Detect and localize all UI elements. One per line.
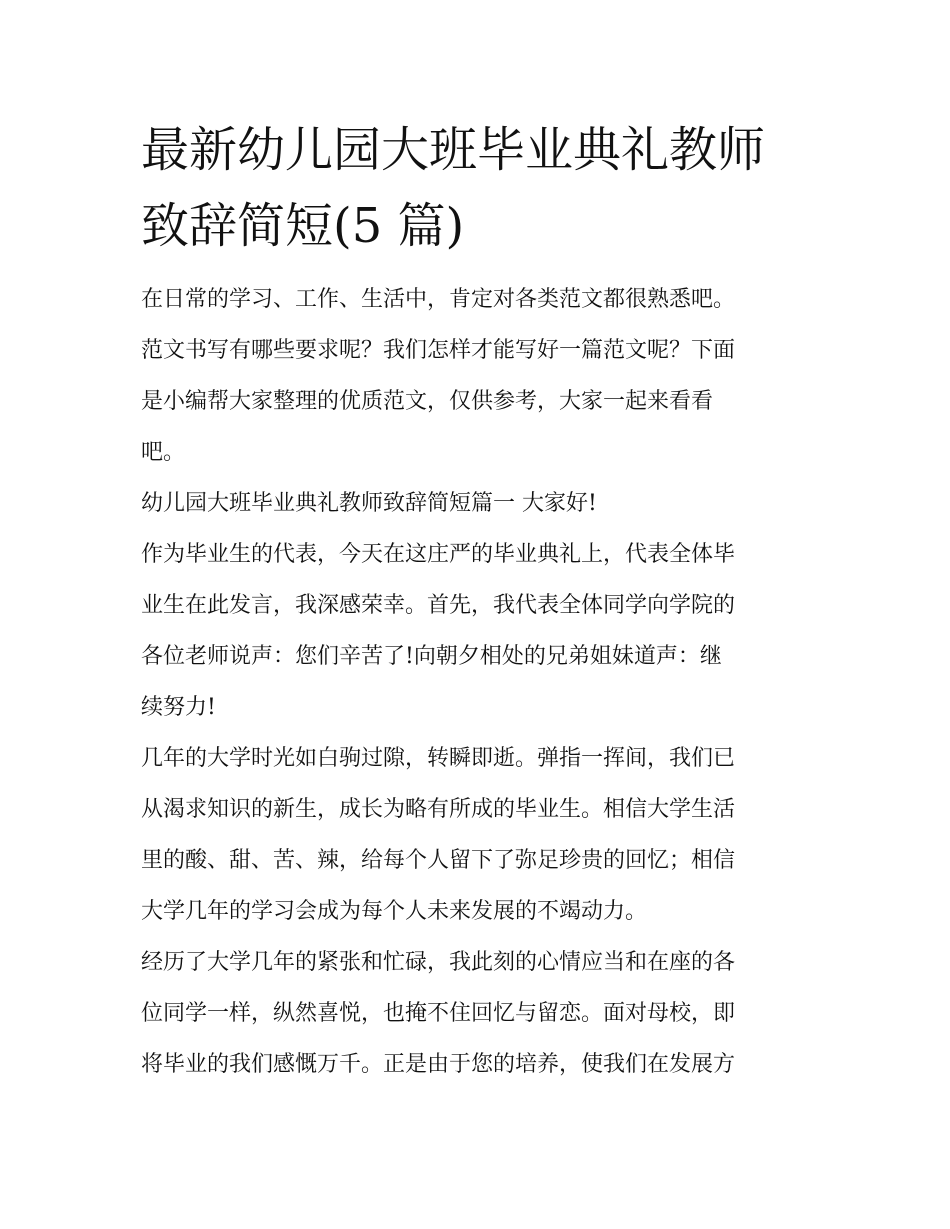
text-line: 里的酸、甜、苦、辣，给每个人留下了弥足珍贵的回忆；相信 <box>141 848 736 873</box>
text-line: 幼儿园大班毕业典礼教师致辞简短篇一 大家好! <box>141 491 597 516</box>
text-line: 是小编帮大家整理的优质范文，仅供参考，大家一起来看看 <box>141 389 714 414</box>
text-line: 从渴求知识的新生，成长为略有所成的毕业生。相信大学生活 <box>141 797 736 822</box>
title-line-2: 致辞简短(5 篇) <box>141 198 465 254</box>
text-line: 续努力! <box>141 695 216 720</box>
title-line-1: 最新幼儿园大班毕业典礼教师 <box>141 122 766 178</box>
text-line: 在日常的学习、工作、生活中，肯定对各类范文都很熟悉吧。 <box>141 287 736 312</box>
body-text <box>141 274 817 1090</box>
text-line: 业生在此发言，我深感荣幸。首先，我代表全体同学向学院的 <box>141 593 736 618</box>
text-line: 位同学一样，纵然喜悦，也掩不住回忆与留恋。面对母校，即 <box>141 1001 736 1026</box>
text-line: 经历了大学几年的紧张和忙碌，我此刻的心情应当和在座的各 <box>141 950 736 975</box>
text-line: 几年的大学时光如白驹过隙，转瞬即逝。弹指一挥间，我们已 <box>141 746 736 771</box>
text-line: 吧。 <box>141 440 186 465</box>
text-line: 将毕业的我们感慨万千。正是由于您的培养，使我们在发展方 <box>141 1052 736 1077</box>
page-title <box>141 112 817 264</box>
text-line: 作为毕业生的代表，今天在这庄严的毕业典礼上，代表全体毕 <box>141 542 736 567</box>
text-line: 大学几年的学习会成为每个人未来发展的不竭动力。 <box>141 899 648 924</box>
document-content <box>141 112 817 1090</box>
text-line: 各位老师说声：您们辛苦了!向朝夕相处的兄弟姐妹道声：继 <box>141 644 722 669</box>
text-line: 范文书写有哪些要求呢？我们怎样才能写好一篇范文呢？下面 <box>141 338 736 363</box>
